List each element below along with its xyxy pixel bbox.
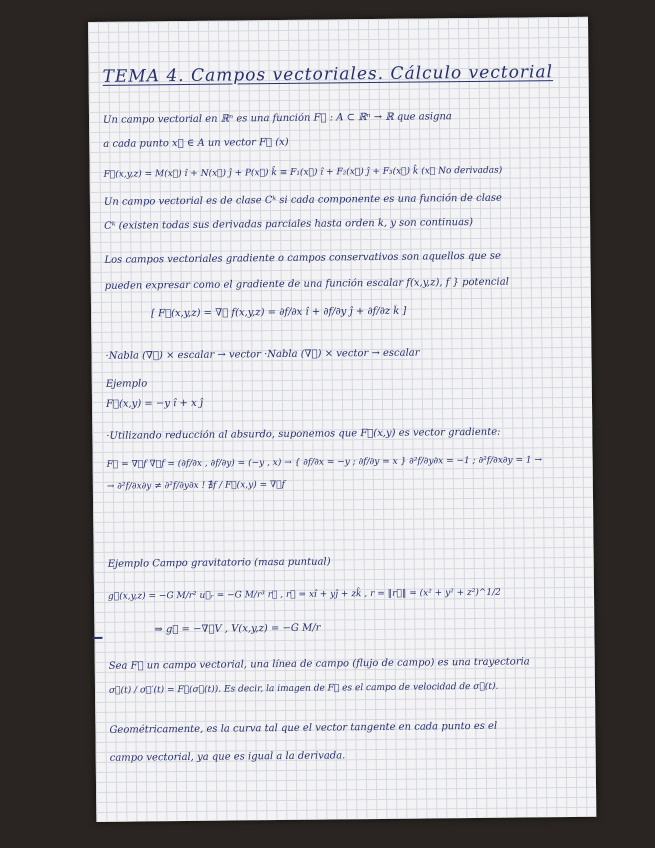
section-heading: Ejemplo Campo gravitatorio (masa puntual) bbox=[107, 556, 331, 570]
text-line: Geométricamente, es la curva tal que el vector tangente en cada punto es el bbox=[109, 720, 498, 736]
text-line: σ⃗(t) / σ⃗′(t) = F⃗(σ⃗(t)). Es decir, la imagen de F⃗ es el campo de velocidad de σ⃗(t). bbox=[108, 681, 499, 696]
text-line: Un campo vectorial en ℝⁿ es una función F⃗ : A ⊂ ℝⁿ → ℝ que asigna bbox=[102, 111, 452, 126]
text-line: pueden expresar como el gradiente de una función escalar f(x,y,z), f } potencial bbox=[104, 276, 509, 292]
formula-line: F⃗(x,y) = −y î + x ĵ bbox=[105, 397, 204, 410]
page-title: TEMA 4. Campos vectoriales. Cálculo vectorial bbox=[102, 62, 554, 87]
text-line: campo vectorial, ya que es igual a la derivada. bbox=[109, 750, 346, 764]
text-line: Sea F⃗ un campo vectorial, una línea de campo (flujo de campo) es una trayectoria bbox=[108, 656, 530, 672]
formula-line bbox=[107, 503, 583, 508]
text-line: ·Utilizando reducción al absurdo, suponemos que F⃗(x,y) es vector gradiente: bbox=[106, 426, 501, 442]
margin-mark bbox=[92, 637, 102, 639]
text-line: Cᵏ (existen todas sus derivadas parciales hasta orden k, y son continuas) bbox=[104, 216, 474, 232]
formula-line: g⃗(x,y,z) = −G M/r² u⃗ᵣ = −G M/r³ r⃗ , r⃗ = xî + yĵ + zk̂ , r = ‖r⃗‖ = (x² + y² + z²)^1/2 bbox=[107, 587, 501, 602]
text-line: a cada punto x⃗ ∈ A un vector F⃗ (x) bbox=[103, 136, 289, 150]
formula-line: [ F⃗(x,y,z) = ∇⃗ f(x,y,z) = ∂f/∂x î + ∂f/∂y ĵ + ∂f/∂z k̂ ] bbox=[151, 305, 407, 320]
text-line: ·Nabla (∇⃗) × escalar → vector ·Nabla (∇⃗) × vector → escalar bbox=[105, 347, 420, 362]
formula-line: → ∂²f/∂x∂y ≠ ∂²f/∂y∂x ! ∄f / F⃗(x,y) = ∇⃗f bbox=[106, 479, 286, 492]
notebook-page bbox=[88, 17, 596, 822]
section-heading: Ejemplo bbox=[105, 378, 148, 390]
formula-line: ⇒ g⃗ = −∇⃗V , V(x,y,z) = −G M/r bbox=[154, 622, 321, 636]
formula-line: F⃗ = ∇⃗f ∇⃗f = (∂f/∂x , ∂f/∂y) = (−y , x) → { ∂f/∂x = −y ; ∂f/∂y = x } ∂²f/∂y∂x = −1 ; ∂²f/∂x∂y = 1 → bbox=[106, 455, 543, 470]
text-line: Un campo vectorial es de clase Cᵏ si cada componente es una función de clase bbox=[103, 192, 502, 208]
text-line: Los campos vectoriales gradiente o campos conservativos son aquellos que se bbox=[104, 250, 501, 266]
formula-line: F⃗(x,y,z) = M(x⃗) î + N(x⃗) ĵ + P(x⃗) k̂ ≡ F₁(x⃗) î + F₂(x⃗) ĵ + F₃(x⃗) k̂ (x⃗ No derivadas) bbox=[103, 165, 503, 180]
